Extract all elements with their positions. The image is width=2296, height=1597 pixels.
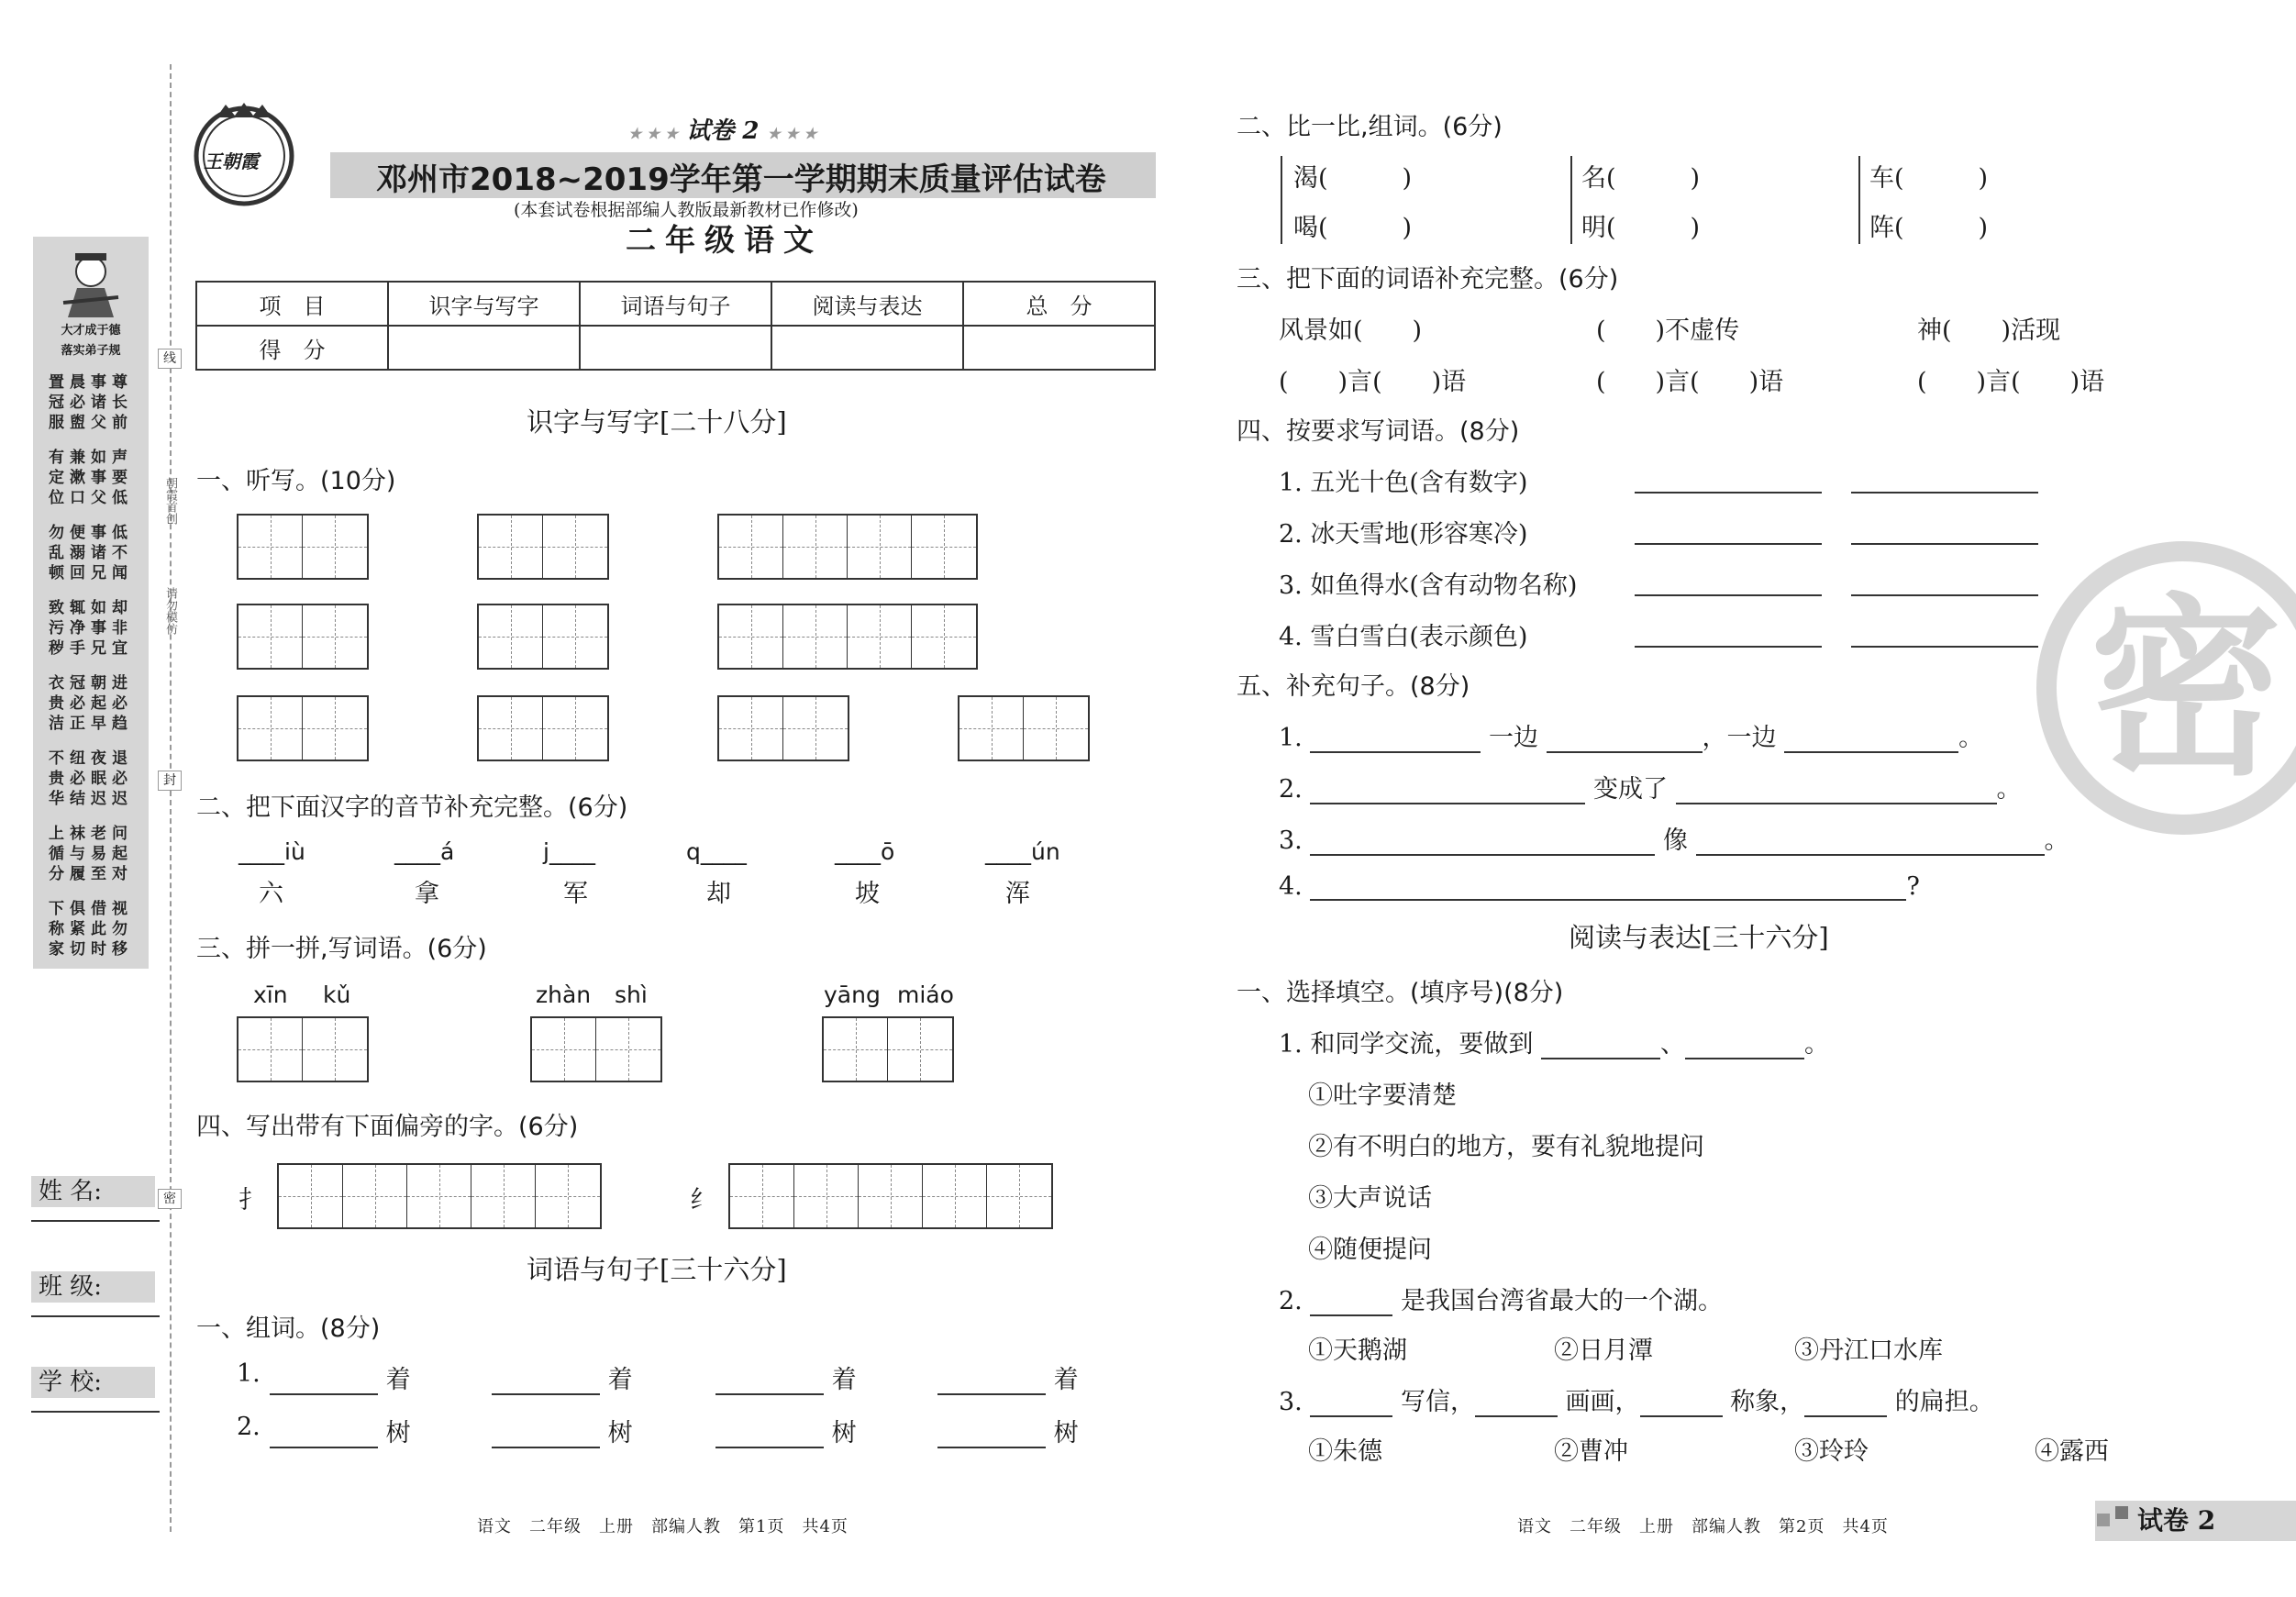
sidebar-panel [33,237,149,969]
verse-line: 不纽夜退 [49,749,133,768]
question-text: 是我国台湾省最大的一个湖。 [1400,1287,1723,1315]
verse-line: 上袜老问 [49,825,133,843]
idiom-item[interactable]: ( )言( )语 [1596,368,1784,396]
answer-blank[interactable] [1635,594,1822,596]
sentence-text: 。 [2044,826,2069,855]
cut-label: 线 [158,349,182,369]
verse-block [33,372,149,433]
item-number: 2. [1279,775,1303,804]
seal-watermark [2036,541,2296,835]
answer-blank[interactable] [1635,543,1822,545]
seal-character: 密 [2090,577,2283,802]
name-field[interactable] [31,1220,160,1222]
word-building-item [715,1359,857,1395]
word-pair-item[interactable]: 车( ) [1869,164,1989,193]
answer-blank[interactable] [1635,646,1822,648]
badge-square-icon [2115,1506,2128,1519]
word-pair-item[interactable]: 明( ) [1581,214,1701,242]
series-number: 2 [742,117,760,145]
item-number: 1. [237,1359,261,1388]
verse-line: 分履至对 [49,865,133,883]
page-footer: 语文 二年级 上册 部编人教 第1页 共4页 [477,1517,849,1536]
choice-option: ④露西 [2035,1437,2109,1466]
writing-grid[interactable] [822,1016,954,1082]
choice-option: ④随便提问 [1308,1236,1432,1264]
question-title: 一、组词。(8分) [196,1314,381,1343]
choice-question [1279,1024,1829,1059]
section-title: 识字与写字[二十八分] [527,406,787,438]
writing-grid[interactable] [277,1163,602,1229]
watermark-text: 朝霞首创 [163,477,177,525]
word-building-item [492,1359,633,1395]
motto-line-2: 落实弟子规 [61,344,121,358]
pinyin-label: miáo [897,981,954,1008]
answer-blank[interactable] [270,1419,378,1448]
exam-series-label: ★ ★ ★ 试卷 2 ★ ★ ★ [628,117,817,145]
answer-blank[interactable] [1784,724,1958,753]
choice-option: ②日月潭 [1554,1336,1653,1365]
answer-blank[interactable] [1475,1388,1558,1417]
writing-grid[interactable] [728,1163,1053,1229]
syllable-blank[interactable]: ____á [394,838,455,865]
sentence-text: ，一边 [1702,724,1777,752]
verse-line: 洁正早趋 [49,715,133,733]
verse-line: 贵必眠必 [49,770,133,788]
answer-blank[interactable] [492,1366,600,1395]
word-suffix: 着 [831,1366,857,1394]
verse-line: 顿回兄闻 [49,564,133,582]
score-header: 识字与写字 [388,282,580,326]
requirement-item: 3. 如鱼得水(含有动物名称) [1279,571,1578,600]
column-rule [1281,156,1282,244]
verse-block [33,749,149,809]
hanzi-character: 却 [706,880,731,908]
choice-question [1279,1381,1994,1417]
name-label: 姓 名: [31,1176,155,1207]
sentence-item [1279,871,1920,901]
school-field[interactable] [31,1411,160,1413]
score-cell[interactable] [963,326,1155,370]
hanzi-character: 六 [259,880,283,908]
exam-subject: 二年级语文 [626,222,823,258]
writing-grid[interactable] [237,604,369,670]
score-table [195,281,1156,371]
syllable-blank[interactable]: j____ [543,838,595,865]
idiom-item[interactable]: ( )言( )语 [1279,368,1467,396]
answer-blank[interactable] [270,1366,378,1395]
hanzi-character: 坡 [855,880,880,908]
writing-grid[interactable] [237,1016,369,1082]
answer-blank[interactable] [937,1419,1046,1448]
sentence-text: ? [1906,872,1920,901]
choice-option: ①天鹅湖 [1308,1336,1407,1365]
cut-label: 封 [158,771,182,791]
verse-line: 衣冠朝进 [49,674,133,693]
score-header: 阅读与表达 [771,282,963,326]
sentence-text: 变成了 [1592,775,1668,804]
sentence-text: 像 [1662,826,1688,855]
verse-block [33,523,149,583]
verse-line: 下俱借视 [49,900,133,918]
hanzi-character: 拿 [415,880,439,908]
sentence-item [1279,717,1983,753]
syllable-blank[interactable]: ____ún [985,838,1060,865]
word-pair-item[interactable]: 喝( ) [1293,214,1413,242]
choice-option: ②曹冲 [1554,1437,1628,1466]
verse-line: 致辄如却 [49,599,133,617]
idiom-item[interactable]: 风景如( ) [1279,316,1423,345]
writing-grid[interactable] [958,695,1090,761]
verse-block [33,598,149,659]
answer-blank[interactable] [1851,646,2038,648]
question-title: 一、选择填空。(填序号)(8分) [1237,979,1564,1007]
answer-blank[interactable] [715,1366,824,1395]
word-building-item [270,1413,411,1448]
score-cell[interactable] [771,326,963,370]
verse-line: 循与易起 [49,845,133,863]
answer-blank[interactable] [1310,1287,1392,1316]
answer-blank[interactable] [1851,543,2038,545]
item-number: 2. [1279,1287,1303,1315]
answer-blank[interactable] [1541,1030,1660,1059]
syllable-blank[interactable]: ____iù [238,838,305,865]
choice-question [1279,1281,1723,1316]
answer-blank[interactable] [1804,1388,1887,1417]
sentence-item [1279,820,2069,856]
answer-blank[interactable] [1676,775,1997,804]
verse-line: 位口父低 [49,489,133,507]
item-number: 2. [237,1413,261,1441]
score-header: 项 目 [196,282,388,326]
answer-blank[interactable] [937,1366,1046,1395]
word-building-item [937,1413,1079,1448]
question-title: 一、听写。(10分) [196,467,396,495]
pinyin-label: shì [615,981,648,1008]
answer-blank[interactable] [1696,826,2045,856]
watermark-text: 请勿模仿 [163,587,177,635]
answer-blank[interactable] [1310,775,1585,804]
answer-blank[interactable] [1310,1388,1392,1417]
choice-option: ①吐字要清楚 [1308,1081,1457,1110]
column-rule [1858,156,1860,244]
radical-label: 纟 [690,1186,715,1214]
question-title: 五、补充句子。(8分) [1237,672,1470,701]
pinyin-label: zhàn [536,981,592,1008]
section-title: 词语与句子[三十六分] [527,1254,787,1285]
word-pair-item[interactable]: 名( ) [1581,164,1701,193]
answer-blank[interactable] [1640,1388,1723,1417]
badge-label: 试卷 2 [2137,1505,2216,1536]
school-label: 学 校: [31,1367,155,1398]
separator: 、 [1659,1030,1685,1059]
requirement-item: 4. 雪白雪白(表示颜色) [1279,623,1528,651]
hanzi-character: 浑 [1005,880,1030,908]
answer-blank[interactable] [1547,724,1703,753]
word-suffix: 树 [1053,1419,1079,1447]
idiom-item[interactable]: 神( )活现 [1917,316,2061,345]
question-title: 四、按要求写词语。(8分) [1237,417,1520,446]
verse-line: 勿便事低 [49,524,133,542]
word-suffix: 着 [385,1366,411,1394]
syllable-blank[interactable]: q____ [686,838,747,865]
verse-line: 贵必起必 [49,694,133,713]
verse-line: 有兼如声 [49,449,133,467]
cut-line [170,64,172,1532]
writing-grid[interactable] [717,604,978,670]
word-building-item [937,1359,1079,1395]
sentence-end: 。 [1803,1030,1829,1059]
verse-line: 冠必诸长 [49,394,133,412]
question-title: 四、写出带有下面偏旁的字。(6分) [196,1113,579,1141]
motto-line-1: 大才成于德 [61,324,121,338]
writing-grid[interactable] [237,514,369,580]
answer-blank[interactable] [1310,724,1481,753]
verse-line: 乱溺诸不 [49,544,133,562]
requirement-item: 1. 五光十色(含有数字) [1279,469,1528,497]
radical-label: 扌 [238,1186,263,1214]
word-suffix: 树 [831,1419,857,1447]
word-building-item [270,1359,411,1395]
sentence-text: 一边 [1488,724,1538,752]
answer-blank[interactable] [1851,492,2038,494]
exam-title: 邓州市2018~2019学年第一学期期末质量评估试卷 [376,161,1106,198]
verse-block [33,824,149,884]
choice-option: ③丹江口水库 [1794,1336,1943,1365]
word-suffix: 着 [607,1366,633,1394]
question-text: 写信， [1400,1388,1475,1416]
question-text: 的扁担。 [1894,1388,1994,1416]
verse-line: 秽手兄宜 [49,639,133,658]
score-header: 总 分 [963,282,1155,326]
syllable-blank[interactable]: ____ō [835,838,895,865]
choice-option: ③玲玲 [1794,1437,1869,1466]
hanzi-character: 军 [563,880,588,908]
answer-blank[interactable] [1310,871,1906,901]
answer-blank[interactable] [715,1419,824,1448]
word-pair-item[interactable]: 渴( ) [1293,164,1413,193]
page-footer: 语文 二年级 上册 部编人教 第2页 共4页 [1517,1517,1889,1536]
class-label: 班 级: [31,1271,155,1303]
writing-grid[interactable] [717,514,978,580]
question-title: 三、把下面的词语补充完整。(6分) [1237,265,1619,294]
sentence-item [1279,769,2022,804]
pinyin-label: yāng [824,981,881,1008]
question-title: 二、把下面汉字的音节补充完整。(6分) [196,793,628,822]
answer-blank[interactable] [1635,492,1822,494]
item-number: 3. [1279,826,1303,855]
answer-blank[interactable] [1685,1030,1804,1059]
badge-square-icon [2097,1514,2110,1526]
writing-grid[interactable] [477,514,609,580]
verse-block [33,448,149,508]
pinyin-label: kǔ [323,981,351,1008]
answer-blank[interactable] [1310,826,1655,856]
section-title: 阅读与表达[三十六分] [1569,922,1829,953]
answer-blank[interactable] [492,1419,600,1448]
score-cell[interactable] [580,326,771,370]
question-text: 画画， [1565,1388,1640,1416]
idiom-item[interactable]: ( )不虚传 [1596,316,1740,345]
writing-grid[interactable] [530,1016,662,1082]
score-header: 词语与句子 [580,282,771,326]
class-field[interactable] [31,1315,160,1317]
choice-option: ②有不明白的地方，要有礼貌地提问 [1308,1133,1704,1161]
verse-line: 家切时移 [49,940,133,959]
word-building-item [492,1413,633,1448]
series-label: 试卷 [686,117,735,145]
score-row-label: 得 分 [196,326,388,370]
choice-option: ①朱德 [1308,1437,1382,1466]
question-title: 三、拼一拼,写词语。(6分) [196,935,487,963]
verse-block [33,673,149,734]
scholar-illustration [59,246,123,319]
verse-line: 置晨事尊 [49,373,133,392]
word-pair-item[interactable]: 阵( ) [1869,214,1989,242]
item-number: 3. [1279,1388,1303,1416]
word-suffix: 树 [385,1419,411,1447]
idiom-item[interactable]: ( )言( )语 [1917,368,2105,396]
choice-option: ③大声说话 [1308,1184,1432,1213]
sentence-text: 。 [1996,775,2022,804]
verse-line: 华结迟迟 [49,790,133,808]
verse-line: 污净事非 [49,619,133,638]
cut-label: 密 [158,1189,182,1209]
writing-grid[interactable] [477,695,609,761]
answer-blank[interactable] [1851,594,2038,596]
verse-block [33,899,149,959]
question-title: 二、比一比,组词。(6分) [1237,113,1503,141]
item-number: 1. [1279,724,1303,752]
exam-note: (本套试卷根据部编人教版最新教材已作修改) [514,200,859,220]
verse-line: 定漱事要 [49,469,133,487]
verse-line: 服盥父前 [49,414,133,432]
word-suffix: 树 [607,1419,633,1447]
writing-grid[interactable] [237,695,369,761]
verse-line: 称紧此勿 [49,920,133,938]
word-suffix: 着 [1053,1366,1079,1394]
logo-text: 王朝霞 [204,150,259,172]
sentence-text: 。 [1958,724,1984,752]
item-number: 4. [1279,872,1303,901]
word-building-item [715,1413,857,1448]
writing-grid[interactable] [477,604,609,670]
question-text: 称象， [1730,1388,1805,1416]
pinyin-label: xīn [253,981,288,1008]
requirement-item: 2. 冰天雪地(形容寒冷) [1279,520,1528,549]
score-cell[interactable] [388,326,580,370]
question-text: 1. 和同学交流，要做到 [1279,1030,1534,1059]
writing-grid[interactable] [717,695,849,761]
column-rule [1570,156,1572,244]
